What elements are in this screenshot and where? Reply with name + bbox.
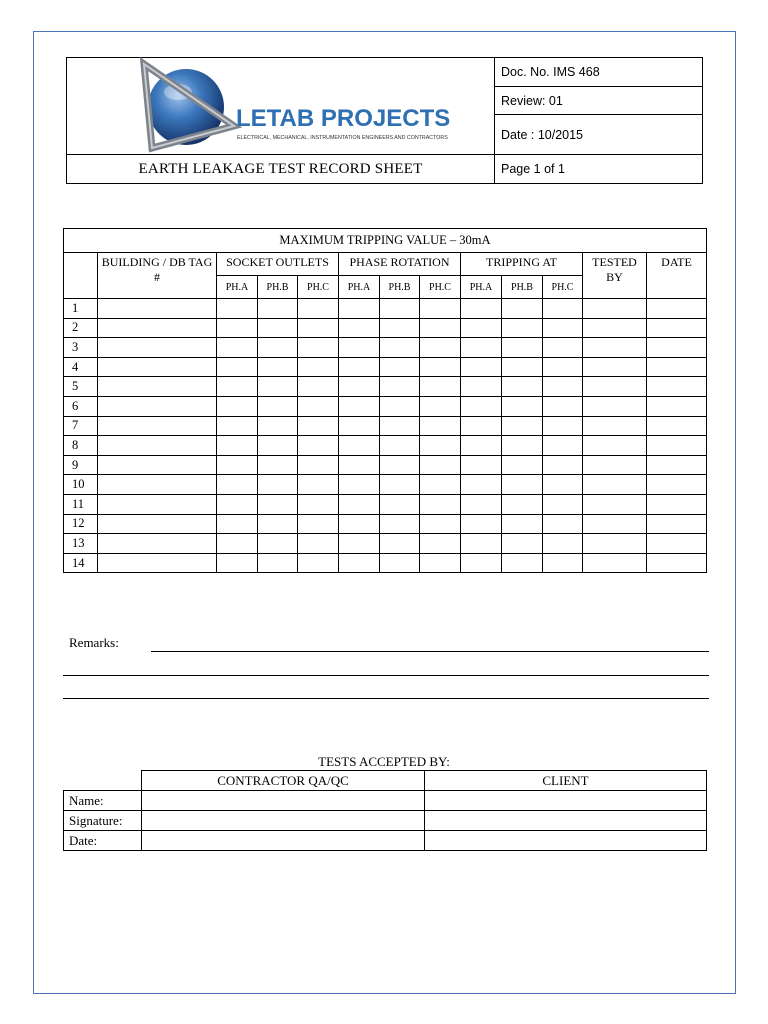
table-row [64, 514, 707, 534]
rotation-ph-a: PH.A [339, 276, 380, 299]
entry-cell[interactable] [298, 377, 339, 397]
row-number: 4 [64, 357, 98, 377]
table-row [64, 436, 707, 456]
entry-cell[interactable] [583, 338, 647, 358]
entry-cell[interactable] [217, 357, 258, 377]
entry-cell[interactable] [339, 475, 380, 495]
test-record-table [63, 228, 707, 573]
entry-cell[interactable] [339, 377, 380, 397]
entry-cell[interactable] [461, 299, 502, 319]
acceptance-table [63, 770, 707, 851]
entry-cell[interactable] [380, 534, 420, 554]
row-number: 10 [64, 475, 98, 495]
entry-cell[interactable] [583, 553, 647, 573]
entry-cell[interactable] [98, 436, 217, 456]
entry-cell[interactable] [502, 475, 543, 495]
entry-cell[interactable] [583, 318, 647, 338]
entry-cell[interactable] [298, 534, 339, 554]
entry-cell[interactable] [502, 553, 543, 573]
entry-cell[interactable] [217, 534, 258, 554]
entry-cell[interactable] [647, 318, 707, 338]
entry-cell[interactable] [339, 436, 380, 456]
entry-cell[interactable] [502, 299, 543, 319]
entry-cell[interactable] [543, 338, 583, 358]
entry-cell[interactable] [380, 416, 420, 436]
entry-cell[interactable] [461, 338, 502, 358]
entry-cell[interactable] [258, 338, 298, 358]
entry-cell[interactable] [543, 514, 583, 534]
entry-cell[interactable] [217, 455, 258, 475]
entry-cell[interactable] [461, 357, 502, 377]
entry-cell[interactable] [258, 534, 298, 554]
date-label: Date: [64, 831, 142, 851]
review-number: Review: 01 [495, 87, 702, 115]
entry-cell[interactable] [98, 377, 217, 397]
entry-cell[interactable] [647, 494, 707, 514]
client-signature-field[interactable] [425, 811, 707, 831]
entry-cell[interactable] [461, 377, 502, 397]
remarks-line-1[interactable] [151, 651, 709, 652]
entry-cell[interactable] [647, 377, 707, 397]
entry-cell[interactable] [339, 553, 380, 573]
entry-cell[interactable] [298, 455, 339, 475]
entry-cell[interactable] [217, 494, 258, 514]
entry-cell[interactable] [98, 357, 217, 377]
entry-cell[interactable] [380, 475, 420, 495]
entry-cell[interactable] [298, 318, 339, 338]
entry-cell[interactable] [380, 494, 420, 514]
entry-cell[interactable] [98, 534, 217, 554]
tripping-ph-a: PH.A [461, 276, 502, 299]
row-number-header [64, 253, 98, 299]
entry-cell[interactable] [298, 396, 339, 416]
entry-cell[interactable] [380, 377, 420, 397]
entry-cell[interactable] [298, 436, 339, 456]
entry-cell[interactable] [502, 494, 543, 514]
table-row [64, 416, 707, 436]
socket-outlets-header: SOCKET OUTLETS [217, 253, 339, 276]
row-number: 1 [64, 299, 98, 319]
entry-cell[interactable] [420, 299, 461, 319]
remarks-line-3[interactable] [63, 698, 709, 699]
row-number: 8 [64, 436, 98, 456]
entry-cell[interactable] [298, 475, 339, 495]
entry-cell[interactable] [217, 514, 258, 534]
entry-cell[interactable] [420, 416, 461, 436]
entry-cell[interactable] [461, 534, 502, 554]
phase-rotation-header: PHASE ROTATION [339, 253, 461, 276]
entry-cell[interactable] [339, 357, 380, 377]
letab-logo [142, 62, 451, 150]
entry-cell[interactable] [380, 455, 420, 475]
client-name-field[interactable] [425, 791, 707, 811]
contractor-signature-field[interactable] [142, 811, 425, 831]
entry-cell[interactable] [298, 357, 339, 377]
entry-cell[interactable] [502, 396, 543, 416]
entry-cell[interactable] [502, 318, 543, 338]
entry-cell[interactable] [502, 377, 543, 397]
sheet-title: EARTH LEAKAGE TEST RECORD SHEET [138, 160, 423, 177]
table-row [64, 396, 707, 416]
entry-cell[interactable] [583, 377, 647, 397]
entry-cell[interactable] [647, 455, 707, 475]
entry-cell[interactable] [543, 455, 583, 475]
table-row [64, 377, 707, 397]
entry-cell[interactable] [420, 534, 461, 554]
table-row [64, 553, 707, 573]
remarks-label: Remarks: [69, 635, 119, 650]
entry-cell[interactable] [258, 455, 298, 475]
table-row [64, 534, 707, 554]
entry-cell[interactable] [647, 436, 707, 456]
entry-cell[interactable] [583, 396, 647, 416]
entry-cell[interactable] [502, 455, 543, 475]
entry-cell[interactable] [380, 318, 420, 338]
entry-cell[interactable] [217, 553, 258, 573]
entry-cell[interactable] [339, 396, 380, 416]
table-row [64, 299, 707, 319]
entry-cell[interactable] [543, 494, 583, 514]
entry-cell[interactable] [647, 416, 707, 436]
entry-cell[interactable] [98, 416, 217, 436]
tests-accepted-title: TESTS ACCEPTED BY: [318, 754, 450, 769]
entry-cell[interactable] [583, 357, 647, 377]
entry-cell[interactable] [461, 436, 502, 456]
entry-cell[interactable] [98, 338, 217, 358]
name-label: Name: [64, 791, 142, 811]
entry-cell[interactable] [420, 338, 461, 358]
table-row [64, 494, 707, 514]
signature-label: Signature: [64, 811, 142, 831]
entry-cell[interactable] [298, 416, 339, 436]
entry-cell[interactable] [339, 494, 380, 514]
entry-cell[interactable] [380, 553, 420, 573]
remarks-line-2[interactable] [63, 675, 709, 676]
entry-cell[interactable] [298, 299, 339, 319]
entry-cell[interactable] [543, 357, 583, 377]
entry-cell[interactable] [339, 299, 380, 319]
entry-cell[interactable] [461, 553, 502, 573]
entry-cell[interactable] [217, 475, 258, 495]
entry-cell[interactable] [420, 475, 461, 495]
entry-cell[interactable] [583, 534, 647, 554]
entry-cell[interactable] [461, 416, 502, 436]
entry-cell[interactable] [258, 299, 298, 319]
rotation-ph-c: PH.C [420, 276, 461, 299]
socket-ph-a: PH.A [217, 276, 258, 299]
table-row [64, 475, 707, 495]
row-number: 5 [64, 377, 98, 397]
entry-cell[interactable] [217, 318, 258, 338]
entry-cell[interactable] [502, 416, 543, 436]
entry-cell[interactable] [543, 416, 583, 436]
document-header [66, 57, 703, 184]
entry-cell[interactable] [583, 436, 647, 456]
entry-cell[interactable] [298, 514, 339, 534]
entry-cell[interactable] [461, 396, 502, 416]
entry-cell[interactable] [461, 455, 502, 475]
client-date-field[interactable] [425, 831, 707, 851]
entry-cell[interactable] [543, 318, 583, 338]
row-number: 6 [64, 396, 98, 416]
entry-cell[interactable] [647, 299, 707, 319]
entry-cell[interactable] [339, 338, 380, 358]
entry-cell[interactable] [380, 514, 420, 534]
contractor-qaqc-header: CONTRACTOR QA/QC [142, 771, 425, 791]
entry-cell[interactable] [258, 494, 298, 514]
entry-cell[interactable] [339, 318, 380, 338]
entry-cell[interactable] [502, 357, 543, 377]
entry-cell[interactable] [420, 377, 461, 397]
entry-cell[interactable] [339, 514, 380, 534]
entry-cell[interactable] [502, 436, 543, 456]
socket-ph-c: PH.C [298, 276, 339, 299]
entry-cell[interactable] [543, 475, 583, 495]
entry-cell[interactable] [98, 494, 217, 514]
logo-wordmark: LETAB PROJECTS [236, 105, 451, 132]
entry-cell[interactable] [258, 357, 298, 377]
socket-ph-b: PH.B [258, 276, 298, 299]
entry-cell[interactable] [298, 553, 339, 573]
revision-date: Date : 10/2015 [495, 115, 702, 155]
row-number: 2 [64, 318, 98, 338]
logo-tagline: ELECTRICAL, MECHANICAL, INSTRUMENTATION ENGINEERS AND CONTRACTORS [237, 135, 448, 141]
table-row [64, 318, 707, 338]
max-tripping-caption: MAXIMUM TRIPPING VALUE – 30mA [64, 229, 707, 253]
entry-cell[interactable] [258, 553, 298, 573]
entry-cell[interactable] [380, 396, 420, 416]
entry-cell[interactable] [543, 553, 583, 573]
entry-cell[interactable] [583, 475, 647, 495]
tripping-ph-c: PH.C [543, 276, 583, 299]
entry-cell[interactable] [258, 396, 298, 416]
entry-cell[interactable] [98, 396, 217, 416]
entry-cell[interactable] [380, 299, 420, 319]
entry-cell[interactable] [98, 475, 217, 495]
row-number: 3 [64, 338, 98, 358]
entry-cell[interactable] [647, 357, 707, 377]
entry-cell[interactable] [258, 514, 298, 534]
entry-cell[interactable] [420, 514, 461, 534]
entry-cell[interactable] [543, 534, 583, 554]
entry-cell[interactable] [543, 436, 583, 456]
row-number: 13 [64, 534, 98, 554]
entry-cell[interactable] [502, 338, 543, 358]
entry-cell[interactable] [647, 534, 707, 554]
building-header: BUILDING / DB TAG # [98, 253, 217, 299]
entry-cell[interactable] [420, 357, 461, 377]
entry-cell[interactable] [217, 377, 258, 397]
contractor-name-field[interactable] [142, 791, 425, 811]
entry-cell[interactable] [461, 494, 502, 514]
entry-cell[interactable] [647, 338, 707, 358]
entry-cell[interactable] [647, 514, 707, 534]
entry-cell[interactable] [98, 553, 217, 573]
entry-cell[interactable] [258, 318, 298, 338]
entry-cell[interactable] [583, 299, 647, 319]
entry-cell[interactable] [583, 494, 647, 514]
entry-cell[interactable] [98, 514, 217, 534]
entry-cell[interactable] [217, 436, 258, 456]
entry-cell[interactable] [461, 318, 502, 338]
entry-cell[interactable] [98, 318, 217, 338]
row-number: 11 [64, 494, 98, 514]
entry-cell[interactable] [647, 553, 707, 573]
entry-cell[interactable] [420, 553, 461, 573]
entry-cell[interactable] [258, 416, 298, 436]
entry-cell[interactable] [647, 396, 707, 416]
entry-cell[interactable] [380, 338, 420, 358]
entry-cell[interactable] [217, 416, 258, 436]
rotation-ph-b: PH.B [380, 276, 420, 299]
entry-cell[interactable] [420, 396, 461, 416]
entry-cell[interactable] [380, 357, 420, 377]
entry-cell[interactable] [298, 338, 339, 358]
client-header: CLIENT [425, 771, 707, 791]
entry-cell[interactable] [502, 514, 543, 534]
entry-cell[interactable] [339, 534, 380, 554]
entry-cell[interactable] [461, 514, 502, 534]
entry-cell[interactable] [420, 494, 461, 514]
entry-cell[interactable] [98, 455, 217, 475]
entry-cell[interactable] [543, 299, 583, 319]
entry-cell[interactable] [339, 455, 380, 475]
entry-cell[interactable] [420, 318, 461, 338]
doc-number: Doc. No. IMS 468 [495, 58, 702, 87]
entry-cell[interactable] [380, 436, 420, 456]
row-number: 9 [64, 455, 98, 475]
entry-cell[interactable] [217, 396, 258, 416]
entry-cell[interactable] [583, 455, 647, 475]
entry-cell[interactable] [217, 338, 258, 358]
table-row [64, 455, 707, 475]
tested-by-header: TESTED BY [583, 253, 647, 299]
contractor-date-field[interactable] [142, 831, 425, 851]
entry-cell[interactable] [339, 416, 380, 436]
entry-cell[interactable] [461, 475, 502, 495]
entry-cell[interactable] [217, 299, 258, 319]
entry-cell[interactable] [258, 475, 298, 495]
tripping-at-header: TRIPPING AT [461, 253, 583, 276]
entry-cell[interactable] [420, 455, 461, 475]
table-row [64, 338, 707, 358]
entry-cell[interactable] [298, 494, 339, 514]
entry-cell[interactable] [543, 396, 583, 416]
entry-cell[interactable] [420, 436, 461, 456]
entry-cell[interactable] [543, 377, 583, 397]
row-number: 7 [64, 416, 98, 436]
entry-cell[interactable] [98, 299, 217, 319]
entry-cell[interactable] [583, 514, 647, 534]
entry-cell[interactable] [647, 475, 707, 495]
entry-cell[interactable] [258, 436, 298, 456]
entry-cell[interactable] [502, 534, 543, 554]
row-number: 14 [64, 553, 98, 573]
entry-cell[interactable] [258, 377, 298, 397]
date-header: DATE [647, 253, 707, 299]
table-row [64, 357, 707, 377]
page-number: Page 1 of 1 [501, 162, 565, 176]
entry-cell[interactable] [583, 416, 647, 436]
tripping-ph-b: PH.B [502, 276, 543, 299]
row-number: 12 [64, 514, 98, 534]
